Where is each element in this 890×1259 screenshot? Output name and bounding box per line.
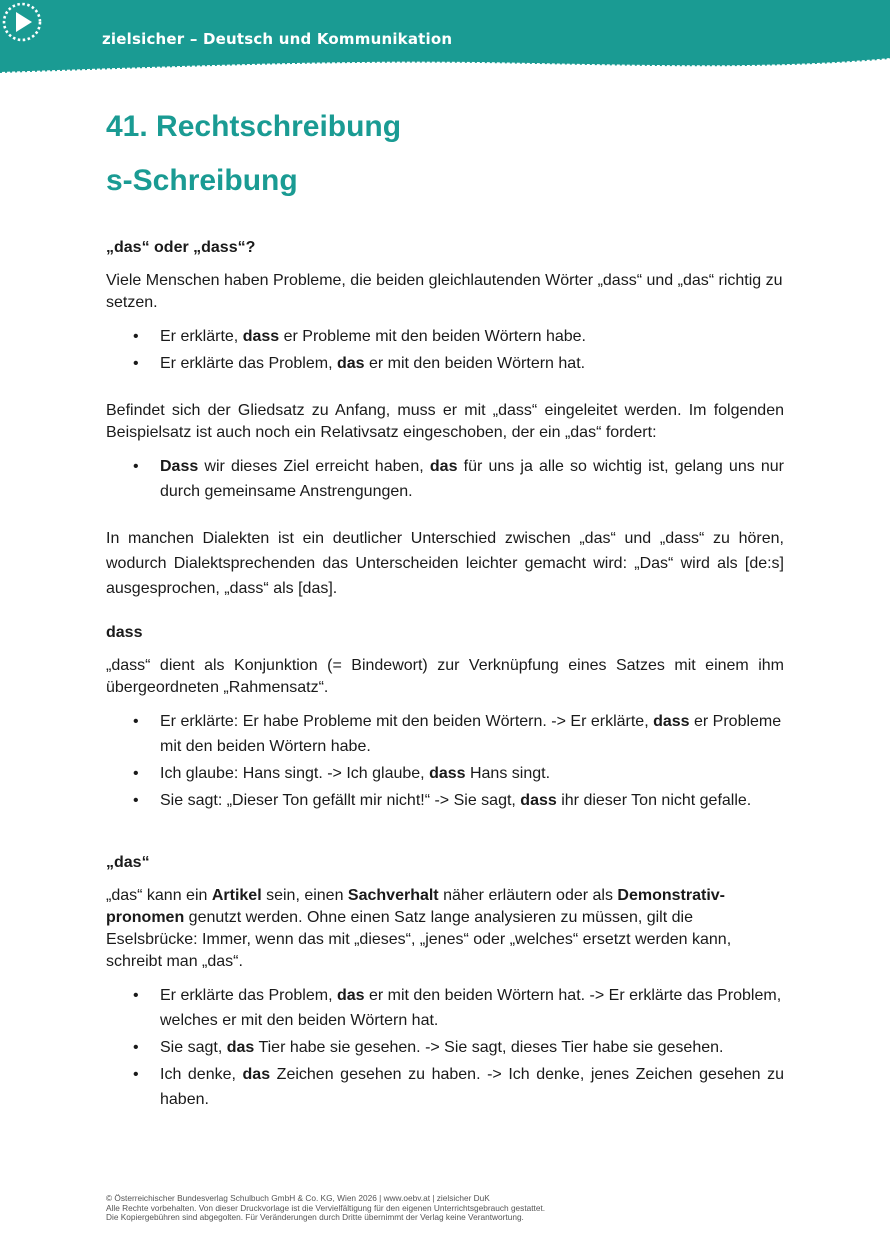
page-title: 41. Rechtschreibung: [106, 110, 402, 143]
play-logo-icon: [0, 0, 44, 44]
page-header: [0, 0, 890, 78]
section1-paragraph-dialekt: In manchen Dialekten ist ein deutlicher Unterschied zwischen „das“ und „dass“ zu hören, wodurch Dialektsprechenden das Unterscheiden leichter gemacht wird: „Das“ wird als [de:s] ausgesprochen, „dass“ als [das].: [106, 530, 784, 597]
footer-line: © Österreichischer Bundesverlag Schulbuch GmbH & Co. KG, Wien 2026 | www.oebv.at | zielsicher DuK: [106, 1193, 490, 1203]
section-heading-dass: dass: [106, 624, 143, 641]
bullet-icon: •: [133, 328, 139, 345]
bullet-icon: •: [133, 713, 139, 730]
bullet-icon: •: [133, 1039, 139, 1056]
section2-examples: [106, 709, 784, 813]
section-heading-das: „das“: [106, 854, 150, 871]
list-item: • Sie sagt: „Dieser Ton gefällt mir nicht!“ -> Sie sagt, dass ihr dieser Ton nicht gefalle.: [106, 788, 784, 813]
list-item: • Dass wir dieses Ziel erreicht haben, das für uns ja alle so wichtig ist, gelang uns nur durch gemeinsame Anstrengungen.: [106, 454, 784, 504]
copyright-footer: [106, 1194, 806, 1223]
list-item: • Er erklärte das Problem, das er mit den beiden Wörtern hat.: [106, 351, 784, 376]
section1-examples: [106, 324, 784, 376]
list-item: • Sie sagt, das Tier habe sie gesehen. -> Sie sagt, dieses Tier habe sie gesehen.: [106, 1035, 784, 1060]
bullet-icon: •: [133, 987, 139, 1004]
section-heading-das-oder-dass: „das“ oder „dass“?: [106, 239, 256, 256]
document-body: [106, 100, 784, 1114]
bullet-icon: •: [133, 458, 139, 475]
bullet-icon: •: [133, 355, 139, 372]
list-item: • Ich glaube: Hans singt. -> Ich glaube, dass Hans singt.: [106, 761, 784, 786]
list-item: • Er erklärte, dass er Probleme mit den beiden Wörtern habe.: [106, 324, 784, 349]
section2-intro: „dass“ dient als Konjunktion (= Bindewort) zur Verknüpfung eines Satzes mit einem ihm übergeordneten „Rahmensatz“.: [106, 657, 784, 696]
section1-paragraph-gliedsatz: Befindet sich der Gliedsatz zu Anfang, muss er mit „dass“ eingeleitet werden. Im folgenden Beispielsatz ist auch noch ein Relativsatz eingeschoben, der ein „das“ fordert:: [106, 402, 784, 441]
footer-line: Alle Rechte vorbehalten. Von dieser Druckvorlage ist die Vervielfältigung für den eigenen Unterrichtsgebrauch gestattet.: [106, 1202, 546, 1213]
bullet-icon: •: [133, 765, 139, 782]
brand-name: zielsicher – Deutsch und Kommunikation: [102, 30, 453, 48]
page-subtitle: s-Schreibung: [106, 164, 298, 197]
list-item: • Er erklärte das Problem, das er mit den beiden Wörtern hat. -> Er erklärte das Problem, welches er mit den beiden Wörtern hat.: [106, 983, 784, 1033]
section1-example-relativsatz: [106, 454, 784, 504]
bullet-icon: •: [133, 792, 139, 809]
section1-intro: Viele Menschen haben Probleme, die beiden gleichlautenden Wörter „dass“ und „das“ richtig zu setzen.: [106, 272, 783, 311]
bullet-icon: •: [133, 1066, 139, 1083]
section3-intro: „das“ kann ein Artikel sein, einen Sachverhalt näher erläutern oder als Demonstrativ-pronomen genutzt werden. Ohne einen Satz lange analysieren zu müssen, gilt die Eselsbrücke: Immer, wenn das mit „dieses“, „jenes“ oder „welches“ ersetzt werden kann, schreibt man „das“.: [106, 887, 732, 970]
footer-line: Die Kopiergebühren sind abgegolten. Für Veränderungen durch Dritte übernimmt der Verlag keine Verantwortung.: [106, 1212, 524, 1223]
section3-examples: [106, 983, 784, 1112]
list-item: • Er erklärte: Er habe Probleme mit den beiden Wörtern. -> Er erklärte, dass er Probleme mit den beiden Wörtern habe.: [106, 709, 784, 759]
list-item: • Ich denke, das Zeichen gesehen zu haben. -> Ich denke, jenes Zeichen gesehen zu haben.: [106, 1062, 784, 1112]
